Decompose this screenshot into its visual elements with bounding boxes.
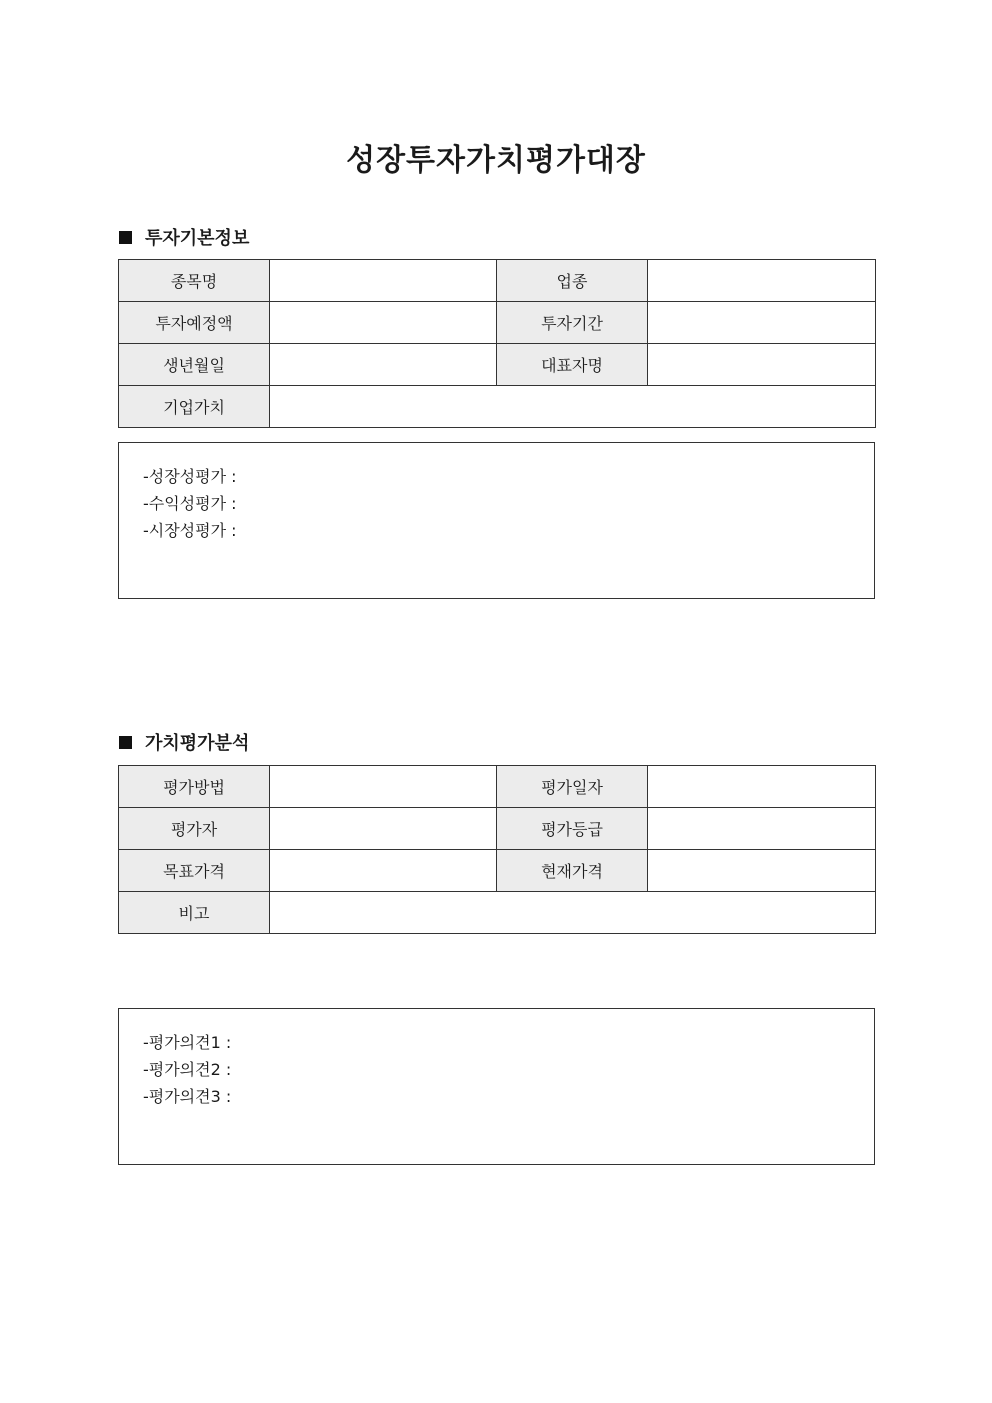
field-label: 기업가치: [119, 386, 270, 428]
field-value-input[interactable]: [648, 766, 876, 808]
field-value-input[interactable]: [270, 344, 497, 386]
note-line: -평가의견3 :: [143, 1087, 232, 1106]
field-label: 평가등급: [497, 808, 648, 850]
note-line: -평가의견2 :: [143, 1060, 232, 1079]
field-label: 대표자명: [497, 344, 648, 386]
section-heading-label: 가치평가분석: [145, 733, 250, 754]
section-heading-label: 투자기본정보: [145, 228, 250, 249]
field-label: 평가일자: [497, 766, 648, 808]
investment-info-table: [118, 259, 876, 428]
note-line: -평가의견1 :: [143, 1033, 232, 1052]
field-value-input[interactable]: [648, 850, 876, 892]
field-label: 목표가격: [119, 850, 270, 892]
field-value-input[interactable]: [270, 260, 497, 302]
square-bullet-icon: [119, 736, 132, 749]
field-value-input[interactable]: [648, 302, 876, 344]
table-row: [119, 386, 876, 428]
field-label: 현재가격: [497, 850, 648, 892]
table-row: [119, 302, 876, 344]
valuation-analysis-table: [118, 765, 876, 934]
note-line: -수익성평가 :: [143, 494, 237, 513]
field-label: 투자기간: [497, 302, 648, 344]
field-label: 평가자: [119, 808, 270, 850]
section-heading-investment-info: [119, 224, 249, 250]
note-line: -시장성평가 :: [143, 521, 237, 540]
field-label: 평가방법: [119, 766, 270, 808]
page-title: 성장투자가치평가대장: [346, 143, 646, 178]
evaluation-opinion-box[interactable]: [118, 1008, 875, 1165]
field-value-input[interactable]: [648, 260, 876, 302]
field-value-input[interactable]: [270, 850, 497, 892]
field-value-input[interactable]: [270, 892, 876, 934]
section-heading-valuation-analysis: [119, 729, 249, 755]
field-label: 비고: [119, 892, 270, 934]
table-row: [119, 260, 876, 302]
field-value-input[interactable]: [648, 808, 876, 850]
note-line: -성장성평가 :: [143, 467, 237, 486]
field-value-input[interactable]: [648, 344, 876, 386]
table-row: [119, 344, 876, 386]
table-row: [119, 808, 876, 850]
field-label: 종목명: [119, 260, 270, 302]
square-bullet-icon: [119, 231, 132, 244]
field-value-input[interactable]: [270, 766, 497, 808]
field-label: 생년월일: [119, 344, 270, 386]
table-row: [119, 850, 876, 892]
field-label: 업종: [497, 260, 648, 302]
field-value-input[interactable]: [270, 302, 497, 344]
field-value-input[interactable]: [270, 808, 497, 850]
field-value-input[interactable]: [270, 386, 876, 428]
field-label: 투자예정액: [119, 302, 270, 344]
table-row: [119, 892, 876, 934]
table-row: [119, 766, 876, 808]
evaluation-notes-box[interactable]: [118, 442, 875, 599]
